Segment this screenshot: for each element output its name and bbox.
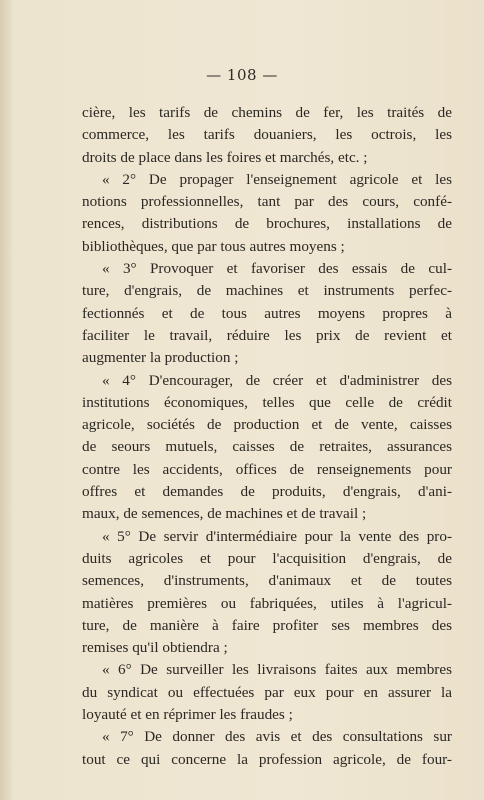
text-line: agricole, sociétés de production et de vente, caisses bbox=[82, 416, 452, 434]
text-line: ture, de manière à faire profiter ses membres des bbox=[82, 616, 452, 634]
text-line: rences, distributions de brochures, installations de bbox=[82, 215, 452, 233]
text-line: fectionnés et de tous autres moyens propres à bbox=[82, 304, 452, 322]
text-line: du syndicat ou effectuées par eux pour en assurer la bbox=[82, 683, 452, 701]
text-line: de seours mutuels, caisses de retraites, assurances bbox=[82, 438, 452, 456]
text-line: droits de place dans les foires et marchés, etc. ; bbox=[82, 148, 368, 166]
text-line: ture, d'engrais, de machines et instruments perfec- bbox=[82, 282, 452, 300]
text-line: tout ce qui concerne la profession agricole, de four- bbox=[82, 750, 452, 768]
text-line: duits agricoles et pour l'acquisition d'engrais, de bbox=[82, 549, 452, 567]
text-line: institutions économiques, telles que celle de crédit bbox=[82, 393, 452, 411]
text-line: « 7° De donner des avis et des consultations sur bbox=[102, 728, 452, 746]
text-line: contre les accidents, offices de renseignements pour bbox=[82, 460, 452, 478]
text-line: matières premières ou fabriquées, utiles à l'agricul- bbox=[82, 594, 452, 612]
paragraph-item-6 bbox=[82, 659, 452, 726]
text-line: notions professionnelles, tant par des cours, confé- bbox=[82, 193, 452, 211]
body-text bbox=[82, 102, 452, 771]
text-line: loyauté et en réprimer les fraudes ; bbox=[82, 706, 293, 724]
text-line: bibliothèques, que par tous autres moyens ; bbox=[82, 237, 345, 255]
paragraph-item-3 bbox=[82, 258, 452, 369]
paragraph-continuation bbox=[82, 102, 452, 169]
text-line: augmenter la production ; bbox=[82, 349, 239, 367]
text-line: « 2° De propager l'enseignement agricole et les bbox=[102, 170, 452, 188]
text-line: commerce, les tarifs douaniers, les octrois, les bbox=[82, 126, 452, 144]
text-line: « 6° De surveiller les livraisons faites aux membres bbox=[102, 661, 452, 679]
text-line: remises qu'il obtiendra ; bbox=[82, 639, 228, 657]
text-line: cière, les tarifs de chemins de fer, les traités de bbox=[82, 104, 452, 121]
paragraph-item-7 bbox=[82, 726, 452, 771]
paragraph-item-2 bbox=[82, 169, 452, 258]
paragraph-item-4 bbox=[82, 370, 452, 526]
page-number: — 108 — bbox=[206, 66, 278, 84]
text-line: maux, de semences, de machines et de travail ; bbox=[82, 505, 367, 523]
text-line: « 4° D'encourager, de créer et d'administrer des bbox=[102, 371, 452, 389]
text-line: « 5° De servir d'intermédiaire pour la vente des pro- bbox=[102, 527, 452, 545]
text-line: faciliter le travail, réduire les prix de revient et bbox=[82, 326, 452, 344]
text-line: offres et demandes de produits, d'engrais, d'ani- bbox=[82, 483, 452, 501]
text-line: « 3° Provoquer et favoriser des essais de cul- bbox=[102, 260, 452, 278]
text-line: semences, d'instruments, d'animaux et de toutes bbox=[82, 572, 452, 590]
paragraph-item-5 bbox=[82, 526, 452, 660]
